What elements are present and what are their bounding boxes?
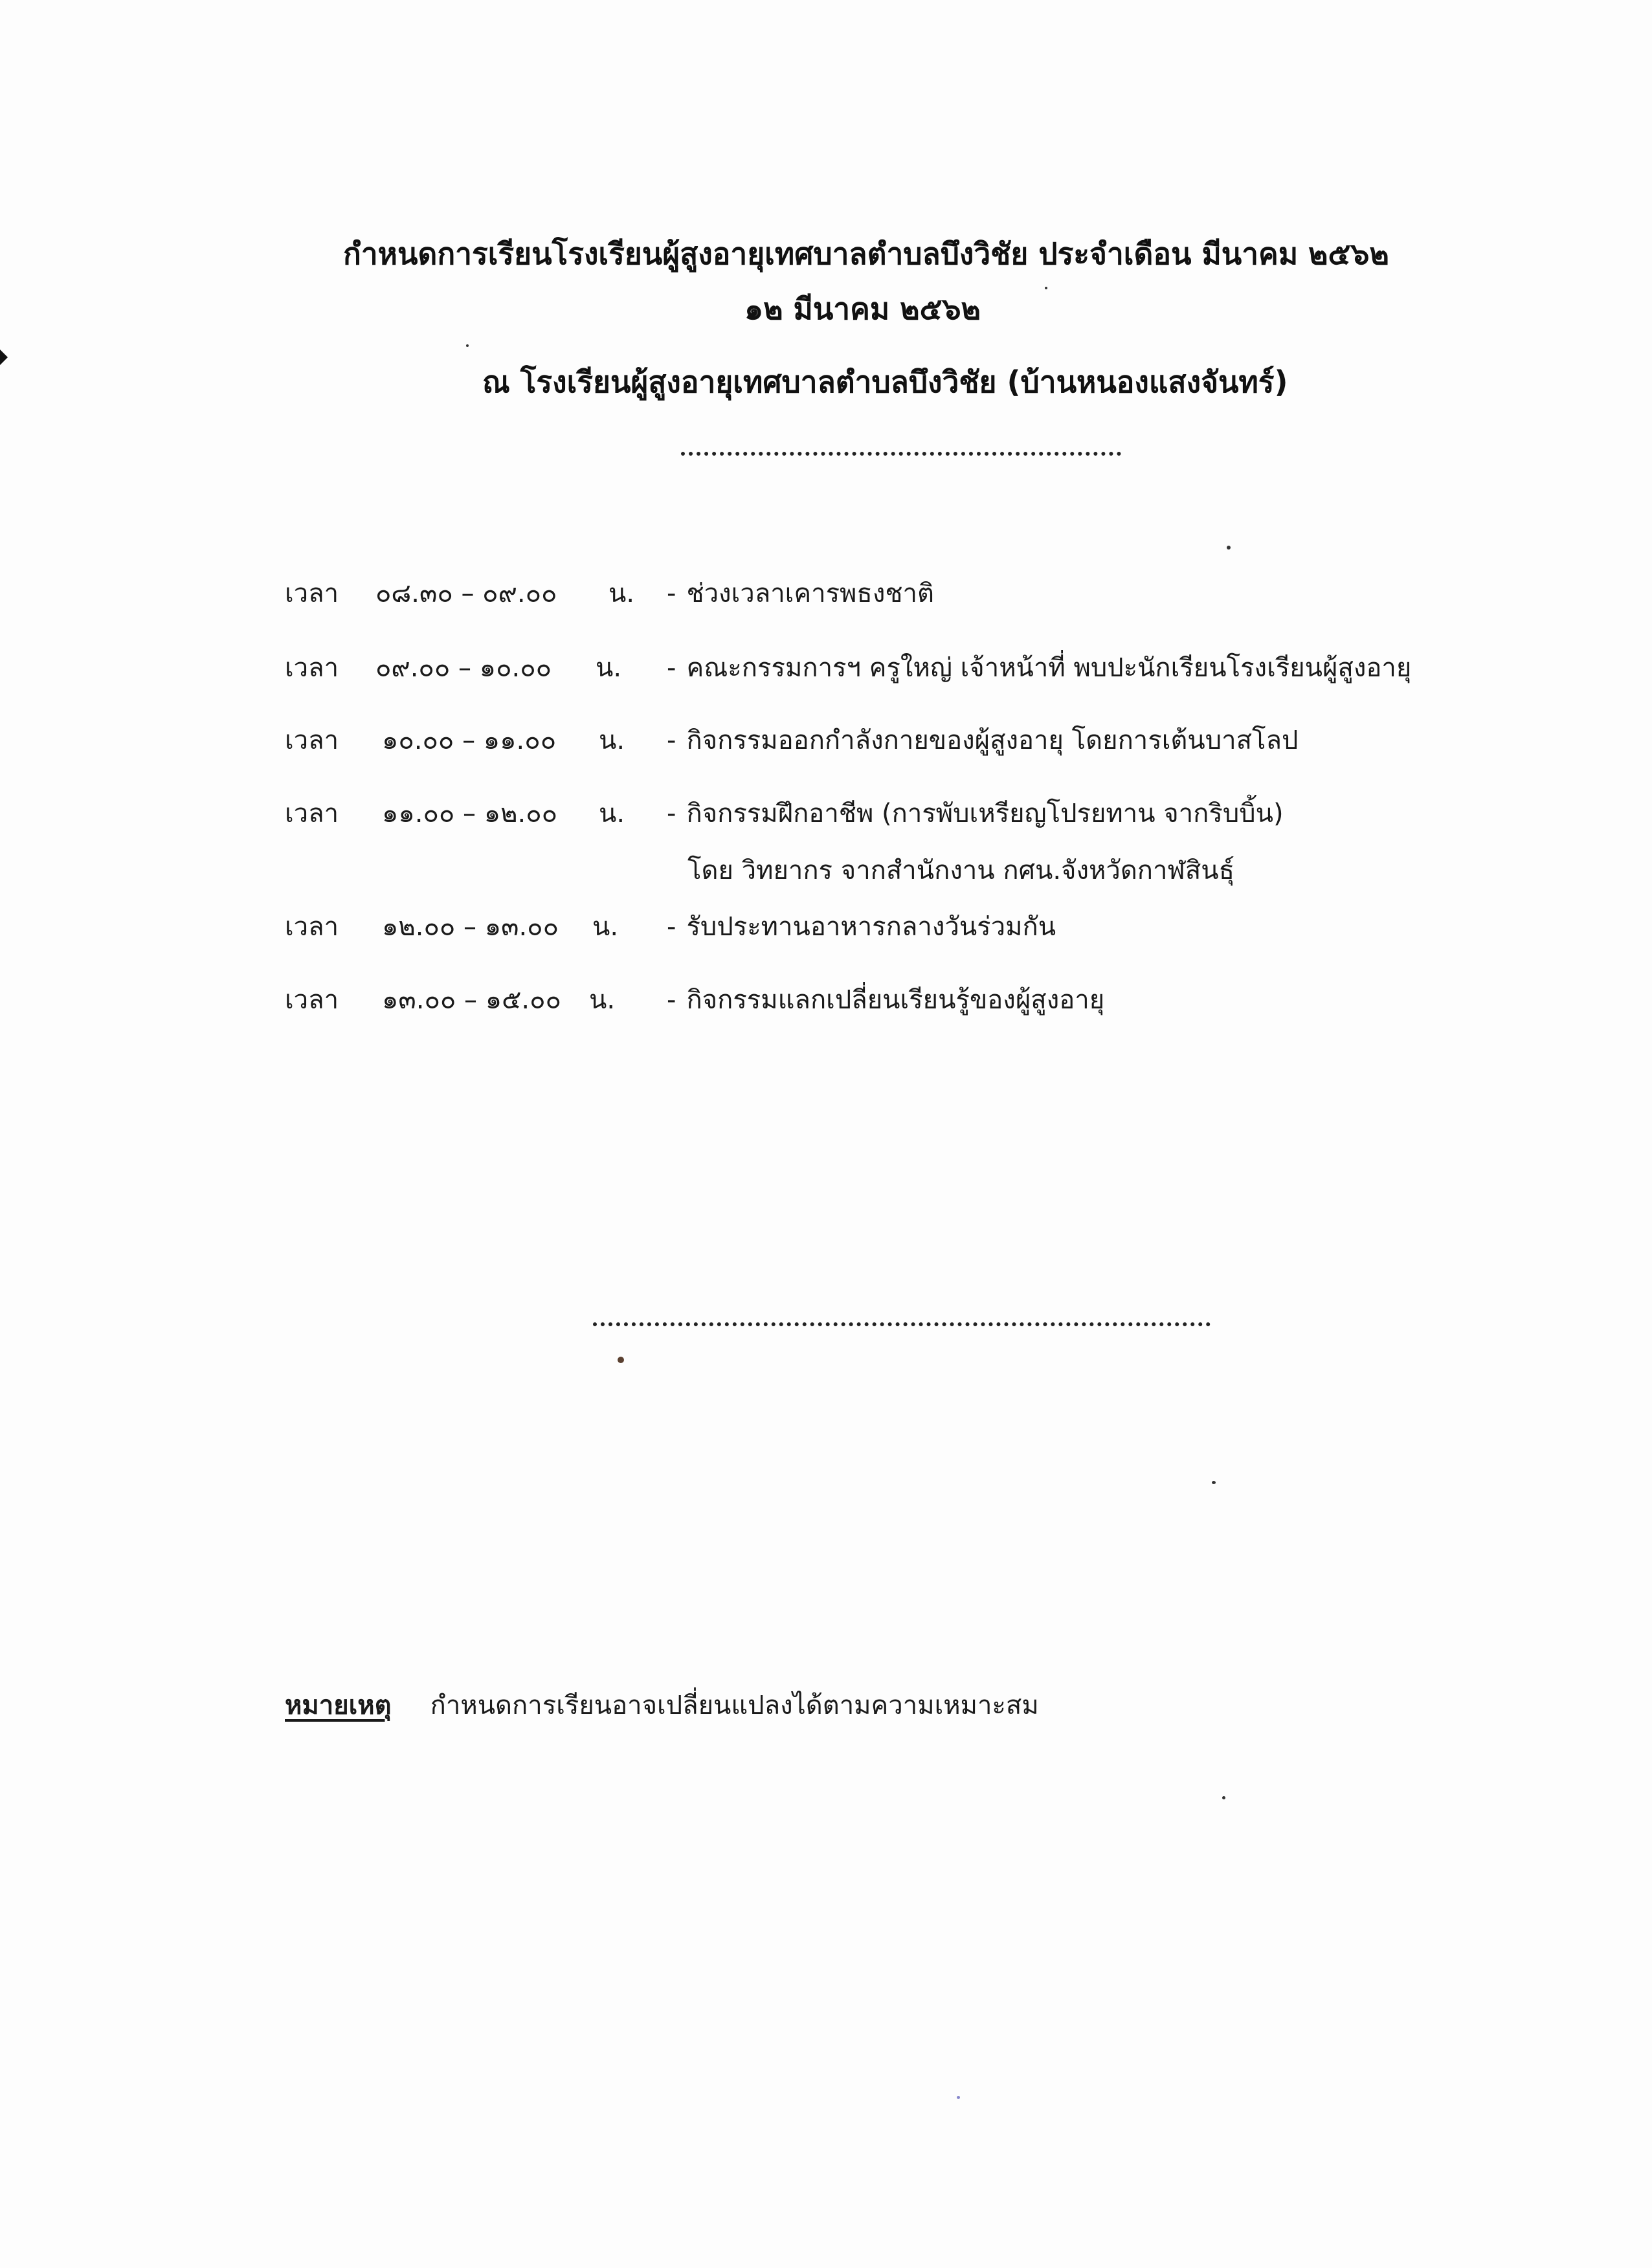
time-range: ๐๘.๓๐ – ๐๙.๐๐ <box>375 579 557 608</box>
scan-speck <box>466 344 469 347</box>
scan-speck <box>1222 1796 1225 1799</box>
time-unit: น. <box>592 912 619 942</box>
activity <box>667 979 1104 1021</box>
activity-text: รับประทานอาหารกลางวันร่วมกัน <box>686 912 1056 942</box>
time-unit: น. <box>589 985 616 1015</box>
time-label: เวลา <box>285 726 339 755</box>
document-venue: ณ โรงเรียนผู้สูงอายุเทศบาลตำบลบึงวิชัย (บ้านหนองแสงจันทร์) <box>482 364 1288 399</box>
time-range: ๑๐.๐๐ – ๑๑.๐๐ <box>382 726 557 755</box>
scan-speck <box>1227 546 1231 550</box>
time-range: ๑๓.๐๐ – ๑๕.๐๐ <box>382 985 561 1015</box>
time-unit: น. <box>599 799 625 828</box>
activity <box>667 573 934 614</box>
scan-speck <box>1212 1481 1216 1484</box>
remark-text: กำหนดการเรียนอาจเปลี่ยนแปลงได้ตามความเหมาะสม <box>430 1691 1039 1720</box>
document-title: กำหนดการเรียนโรงเรียนผู้สูงอายุเทศบาลตำบลบึงวิชัย ประจำเดือน มีนาคม ๒๕๖๒ <box>343 236 1389 271</box>
signature-dotted-line <box>593 1322 1211 1326</box>
activity <box>667 906 1056 948</box>
scan-edge-mark <box>0 350 8 365</box>
title-divider <box>681 452 1121 456</box>
time-label: เวลา <box>285 799 339 828</box>
time-unit: น. <box>596 653 622 683</box>
time-label: เวลา <box>285 579 339 608</box>
remark <box>285 1685 1039 1726</box>
scan-speck <box>1045 287 1047 289</box>
activity <box>667 720 1298 761</box>
scan-speck <box>618 1357 624 1363</box>
activity-text: กิจกรรมฝึกอาชีพ (การพับเหรียญโปรยทาน จากริบบิ้น) <box>686 799 1284 828</box>
activity-text: กิจกรรมออกกำลังกายของผู้สูงอายุ โดยการเต้นบาสโลป <box>686 726 1299 755</box>
activity-dash: - <box>667 726 676 755</box>
time-label: เวลา <box>285 653 339 683</box>
time-range: ๑๒.๐๐ – ๑๓.๐๐ <box>382 912 559 942</box>
scan-speck <box>957 2096 960 2099</box>
activity-dash: - <box>667 799 676 828</box>
activity <box>667 647 1411 689</box>
activity <box>667 793 1284 834</box>
time-label: เวลา <box>285 912 339 942</box>
time-unit: น. <box>599 726 625 755</box>
document-date: ๑๒ มีนาคม ๒๕๖๒ <box>744 291 981 326</box>
time-range: ๐๙.๐๐ – ๑๐.๐๐ <box>375 653 552 683</box>
time-unit: น. <box>608 579 635 608</box>
activity-text: ช่วงเวลาเคารพธงชาติ <box>686 579 934 608</box>
time-label: เวลา <box>285 985 339 1015</box>
remark-label: หมายเหตุ <box>285 1691 392 1720</box>
activity-dash: - <box>667 912 676 942</box>
time-range: ๑๑.๐๐ – ๑๒.๐๐ <box>382 799 558 828</box>
activity-text: กิจกรรมแลกเปลี่ยนเรียนรู้ของผู้สูงอายุ <box>686 985 1105 1015</box>
activity-subline: โดย วิทยากร จากสำนักงาน กศน.จังหวัดกาฬสินธุ์ <box>687 856 1234 885</box>
activity-text: คณะกรรมการฯ ครูใหญ่ เจ้าหน้าที่ พบปะนักเรียนโรงเรียนผู้สูงอายุ <box>686 653 1412 683</box>
activity-dash: - <box>667 653 676 683</box>
activity-dash: - <box>667 985 676 1015</box>
activity-dash: - <box>667 579 676 608</box>
